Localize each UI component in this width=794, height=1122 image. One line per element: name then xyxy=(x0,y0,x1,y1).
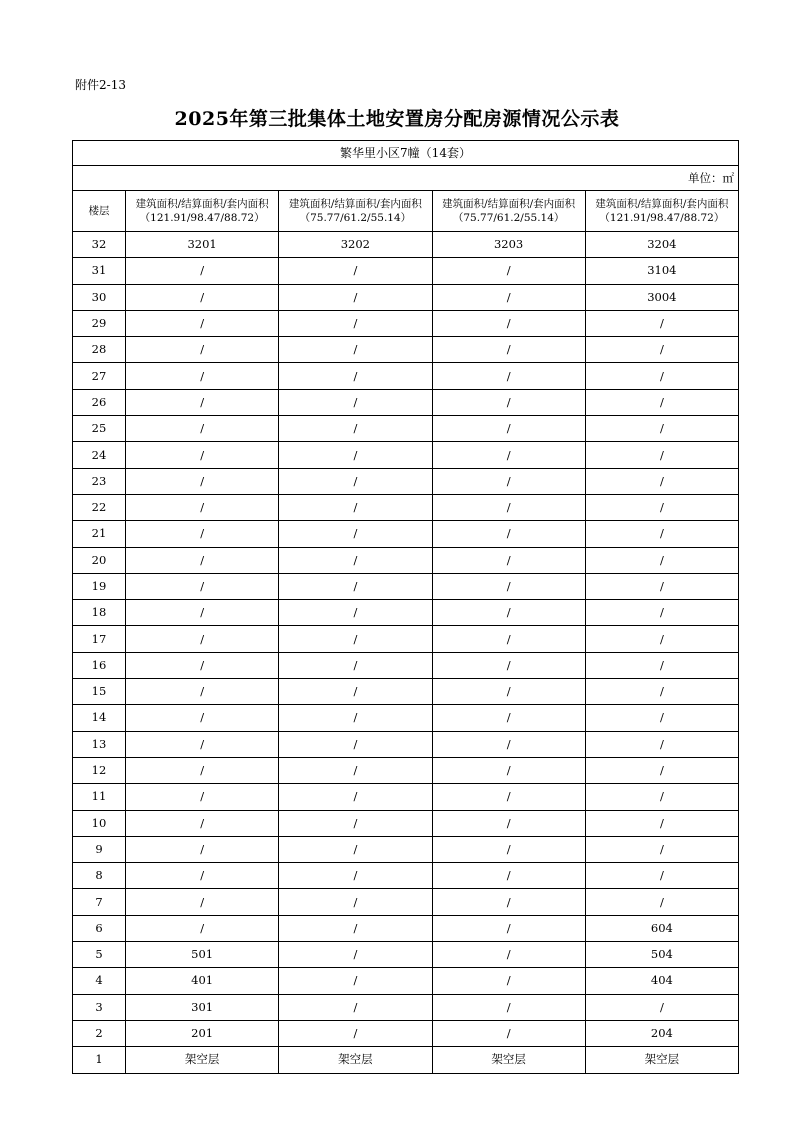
table-row xyxy=(73,810,739,836)
unit-cell: / xyxy=(279,784,432,810)
unit-cell: / xyxy=(585,679,738,705)
column-header-line2: （121.91/98.47/88.72） xyxy=(599,212,725,224)
unit-cell: / xyxy=(432,521,585,547)
table-row xyxy=(73,521,739,547)
table-row xyxy=(73,363,739,389)
column-header-line1: 建筑面积/结算面积/套内面积 xyxy=(595,198,729,210)
table-subtitle: 繁华里小区7幢（14套） xyxy=(73,141,739,166)
floor-cell: 6 xyxy=(73,915,126,941)
table-row xyxy=(73,1020,739,1046)
floor-cell: 18 xyxy=(73,600,126,626)
unit-cell: / xyxy=(585,547,738,573)
unit-cell: / xyxy=(126,258,279,284)
unit-cell: 404 xyxy=(585,968,738,994)
unit-cell: / xyxy=(585,889,738,915)
unit-cell: / xyxy=(585,784,738,810)
unit-cell: / xyxy=(126,468,279,494)
unit-cell: / xyxy=(432,363,585,389)
unit-cell: / xyxy=(585,337,738,363)
unit-cell: / xyxy=(432,389,585,415)
floor-cell: 13 xyxy=(73,731,126,757)
unit-cell: / xyxy=(432,810,585,836)
unit-cell: / xyxy=(126,389,279,415)
unit-cell: / xyxy=(126,679,279,705)
floor-cell: 7 xyxy=(73,889,126,915)
table-row xyxy=(73,468,739,494)
unit-cell: / xyxy=(432,731,585,757)
unit-cell: / xyxy=(432,416,585,442)
unit-cell: 架空层 xyxy=(126,1047,279,1073)
unit-cell: / xyxy=(279,968,432,994)
floor-cell: 21 xyxy=(73,521,126,547)
unit-cell: 501 xyxy=(126,942,279,968)
floor-cell: 25 xyxy=(73,416,126,442)
unit-cell: / xyxy=(585,521,738,547)
unit-cell: / xyxy=(432,942,585,968)
unit-cell: / xyxy=(279,626,432,652)
unit-cell: / xyxy=(279,994,432,1020)
column-header xyxy=(126,191,279,232)
floor-cell: 17 xyxy=(73,626,126,652)
unit-cell: 604 xyxy=(585,915,738,941)
floor-cell: 30 xyxy=(73,284,126,310)
unit-cell: / xyxy=(585,468,738,494)
floor-cell: 12 xyxy=(73,757,126,783)
table-row xyxy=(73,863,739,889)
unit-cell: / xyxy=(585,363,738,389)
unit-cell: / xyxy=(126,416,279,442)
floor-cell: 28 xyxy=(73,337,126,363)
unit-cell: 3104 xyxy=(585,258,738,284)
unit-cell: / xyxy=(432,310,585,336)
column-header-line2: （121.91/98.47/88.72） xyxy=(139,212,265,224)
unit-cell: / xyxy=(432,442,585,468)
unit-cell: / xyxy=(279,389,432,415)
unit-cell: / xyxy=(432,994,585,1020)
unit-cell: / xyxy=(279,468,432,494)
unit-cell: / xyxy=(432,652,585,678)
column-header-line1: 建筑面积/结算面积/套内面积 xyxy=(288,198,422,210)
table-row xyxy=(73,679,739,705)
table-row xyxy=(73,757,739,783)
floor-cell: 19 xyxy=(73,573,126,599)
floor-cell: 16 xyxy=(73,652,126,678)
unit-cell: / xyxy=(432,258,585,284)
unit-label: 单位：㎡ xyxy=(73,166,739,191)
table-row xyxy=(73,310,739,336)
unit-cell: 3202 xyxy=(279,232,432,258)
table-row xyxy=(73,494,739,520)
unit-cell: / xyxy=(279,679,432,705)
table-row xyxy=(73,284,739,310)
unit-cell: / xyxy=(279,416,432,442)
unit-cell: / xyxy=(432,784,585,810)
floor-cell: 20 xyxy=(73,547,126,573)
unit-cell: / xyxy=(279,810,432,836)
column-header xyxy=(432,191,585,232)
unit-cell: 3004 xyxy=(585,284,738,310)
floor-cell: 11 xyxy=(73,784,126,810)
attachment-label: 附件2-13 xyxy=(75,78,126,92)
floor-cell: 4 xyxy=(73,968,126,994)
floor-cell: 24 xyxy=(73,442,126,468)
table-row xyxy=(73,652,739,678)
unit-cell: 架空层 xyxy=(279,1047,432,1073)
table-row xyxy=(73,389,739,415)
unit-cell: / xyxy=(126,547,279,573)
unit-cell: / xyxy=(279,652,432,678)
table-row xyxy=(73,836,739,862)
unit-cell: / xyxy=(432,836,585,862)
unit-cell: / xyxy=(585,416,738,442)
floor-cell: 5 xyxy=(73,942,126,968)
unit-cell: / xyxy=(585,757,738,783)
page-title: 2025年第三批集体土地安置房分配房源情况公示表 xyxy=(174,108,620,130)
unit-cell: 3204 xyxy=(585,232,738,258)
unit-cell: 504 xyxy=(585,942,738,968)
unit-cell: / xyxy=(126,889,279,915)
floor-cell: 27 xyxy=(73,363,126,389)
floor-cell: 8 xyxy=(73,863,126,889)
floor-cell: 2 xyxy=(73,1020,126,1046)
unit-cell: / xyxy=(126,363,279,389)
unit-cell: / xyxy=(585,994,738,1020)
unit-cell: / xyxy=(279,284,432,310)
table-row xyxy=(73,573,739,599)
column-header-line2: （75.77/61.2/55.14） xyxy=(299,212,412,224)
unit-cell: / xyxy=(279,258,432,284)
unit-cell: / xyxy=(585,310,738,336)
unit-cell: / xyxy=(432,626,585,652)
unit-cell: / xyxy=(432,863,585,889)
unit-cell: / xyxy=(279,494,432,520)
unit-cell: / xyxy=(126,705,279,731)
unit-cell: / xyxy=(279,547,432,573)
unit-cell: / xyxy=(126,863,279,889)
floor-cell: 32 xyxy=(73,232,126,258)
header-row xyxy=(73,191,739,232)
column-header xyxy=(279,191,432,232)
table-row xyxy=(73,600,739,626)
unit-cell: / xyxy=(279,442,432,468)
floor-cell: 9 xyxy=(73,836,126,862)
table-row xyxy=(73,889,739,915)
unit-cell: / xyxy=(279,757,432,783)
unit-cell: / xyxy=(585,626,738,652)
unit-cell: / xyxy=(126,442,279,468)
unit-cell: / xyxy=(432,679,585,705)
unit-cell: 3203 xyxy=(432,232,585,258)
table-row xyxy=(73,258,739,284)
unit-cell: / xyxy=(279,705,432,731)
unit-cell: / xyxy=(279,521,432,547)
unit-cell: / xyxy=(585,836,738,862)
unit-cell: 3201 xyxy=(126,232,279,258)
unit-cell: / xyxy=(126,652,279,678)
table-row xyxy=(73,337,739,363)
unit-cell: / xyxy=(126,310,279,336)
floor-cell: 23 xyxy=(73,468,126,494)
floor-cell: 31 xyxy=(73,258,126,284)
table-row xyxy=(73,784,739,810)
unit-cell: / xyxy=(279,942,432,968)
floor-cell: 22 xyxy=(73,494,126,520)
unit-cell: / xyxy=(279,731,432,757)
unit-cell: / xyxy=(585,600,738,626)
unit-cell: / xyxy=(432,284,585,310)
unit-cell: 201 xyxy=(126,1020,279,1046)
unit-cell: / xyxy=(126,757,279,783)
table-row xyxy=(73,416,739,442)
unit-cell: / xyxy=(279,573,432,599)
unit-cell: / xyxy=(279,915,432,941)
floor-header: 楼层 xyxy=(73,191,126,232)
floor-cell: 14 xyxy=(73,705,126,731)
table-row xyxy=(73,705,739,731)
unit-cell: / xyxy=(432,494,585,520)
housing-table xyxy=(72,140,739,1074)
floor-cell: 1 xyxy=(73,1047,126,1073)
unit-cell: / xyxy=(126,600,279,626)
table-row xyxy=(73,915,739,941)
unit-cell: / xyxy=(279,600,432,626)
table-row xyxy=(73,731,739,757)
unit-cell: / xyxy=(432,1020,585,1046)
unit-cell: / xyxy=(126,810,279,836)
floor-cell: 3 xyxy=(73,994,126,1020)
unit-cell: / xyxy=(432,547,585,573)
unit-cell: / xyxy=(585,810,738,836)
unit-cell: / xyxy=(126,573,279,599)
unit-cell: / xyxy=(279,836,432,862)
floor-cell: 26 xyxy=(73,389,126,415)
table-row xyxy=(73,232,739,258)
unit-cell: / xyxy=(585,442,738,468)
unit-cell: / xyxy=(585,573,738,599)
unit-cell: / xyxy=(279,889,432,915)
unit-cell: / xyxy=(432,968,585,994)
unit-cell: / xyxy=(432,468,585,494)
column-header-line1: 建筑面积/结算面积/套内面积 xyxy=(135,198,269,210)
unit-cell: / xyxy=(126,521,279,547)
unit-cell: / xyxy=(126,626,279,652)
unit-cell: 301 xyxy=(126,994,279,1020)
unit-cell: / xyxy=(126,494,279,520)
unit-cell: / xyxy=(432,337,585,363)
unit-cell: / xyxy=(585,652,738,678)
table-row xyxy=(73,1047,739,1073)
unit-cell: 架空层 xyxy=(432,1047,585,1073)
column-header-line2: （75.77/61.2/55.14） xyxy=(452,212,565,224)
unit-cell: / xyxy=(279,337,432,363)
unit-cell: / xyxy=(585,705,738,731)
unit-cell: / xyxy=(126,784,279,810)
unit-cell: 401 xyxy=(126,968,279,994)
unit-cell: / xyxy=(432,573,585,599)
unit-cell: / xyxy=(432,705,585,731)
unit-cell: / xyxy=(126,337,279,363)
table-row xyxy=(73,968,739,994)
unit-cell: / xyxy=(126,836,279,862)
column-header xyxy=(585,191,738,232)
unit-cell: / xyxy=(279,363,432,389)
unit-cell: / xyxy=(432,889,585,915)
unit-cell: / xyxy=(585,863,738,889)
unit-cell: / xyxy=(126,731,279,757)
table-row xyxy=(73,442,739,468)
table-row xyxy=(73,547,739,573)
unit-cell: / xyxy=(279,863,432,889)
unit-cell: / xyxy=(279,1020,432,1046)
unit-cell: / xyxy=(432,757,585,783)
unit-cell: / xyxy=(126,284,279,310)
unit-cell: / xyxy=(585,731,738,757)
column-header-line1: 建筑面积/结算面积/套内面积 xyxy=(442,198,576,210)
table-row xyxy=(73,942,739,968)
unit-cell: / xyxy=(432,600,585,626)
unit-cell: 架空层 xyxy=(585,1047,738,1073)
unit-cell: / xyxy=(432,915,585,941)
table-row xyxy=(73,994,739,1020)
unit-cell: / xyxy=(585,389,738,415)
table-row xyxy=(73,626,739,652)
unit-cell: 204 xyxy=(585,1020,738,1046)
floor-cell: 10 xyxy=(73,810,126,836)
floor-cell: 15 xyxy=(73,679,126,705)
unit-cell: / xyxy=(585,494,738,520)
unit-cell: / xyxy=(126,915,279,941)
floor-cell: 29 xyxy=(73,310,126,336)
unit-cell: / xyxy=(279,310,432,336)
